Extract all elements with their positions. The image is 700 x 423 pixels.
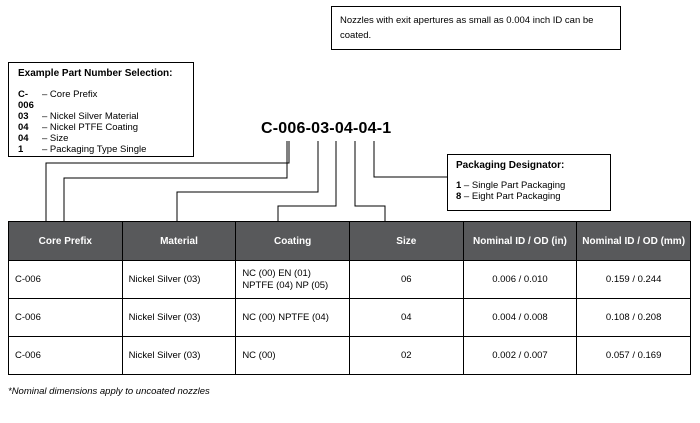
cell-size: 06 — [349, 261, 463, 299]
example-row — [18, 89, 184, 111]
example-part-number-box — [8, 62, 194, 157]
packaging-desc: – Single Part Packaging — [461, 180, 566, 191]
example-desc: – Nickel PTFE Coating — [42, 122, 139, 133]
cell-core-prefix: C-006 — [9, 299, 123, 337]
note-box — [331, 6, 621, 50]
packaging-code: 8 — [456, 191, 462, 202]
part-number: C-006-03-04-04-1 — [261, 120, 392, 137]
cell-nominal-in: 0.004 / 0.008 — [463, 299, 577, 337]
packaging-designator-box — [447, 154, 611, 211]
cell-core-prefix: C-006 — [9, 337, 123, 375]
example-desc: – Packaging Type Single — [42, 144, 147, 155]
coating-line: NC (00) EN (01) — [242, 267, 311, 279]
cell-size: 04 — [349, 299, 463, 337]
example-code: 04 — [18, 133, 29, 144]
coating-line: NPTFE (04) NP (05) — [242, 279, 329, 291]
header-coating: Coating — [236, 222, 350, 261]
packaging-code: 1 — [456, 180, 462, 191]
table-row — [9, 337, 691, 375]
cell-nominal-mm: 0.057 / 0.169 — [577, 337, 691, 375]
cell-coating — [236, 261, 350, 299]
example-code: 04 — [18, 122, 29, 133]
header-nominal-in: Nominal ID / OD (in) — [463, 222, 577, 261]
example-row — [18, 133, 184, 144]
example-code: 03 — [18, 111, 29, 122]
cell-material: Nickel Silver (03) — [122, 337, 236, 375]
cell-nominal-in: 0.002 / 0.007 — [463, 337, 577, 375]
table-row — [9, 261, 691, 299]
table-header-row — [9, 222, 691, 261]
example-title: Example Part Number Selection: — [18, 68, 173, 79]
cell-nominal-in: 0.006 / 0.010 — [463, 261, 577, 299]
cell-coating: NC (00) NPTFE (04) — [236, 299, 350, 337]
cell-nominal-mm: 0.159 / 0.244 — [577, 261, 691, 299]
header-nominal-mm: Nominal ID / OD (mm) — [577, 222, 691, 261]
header-material: Material — [122, 222, 236, 261]
example-desc: – Core Prefix — [42, 89, 98, 100]
example-row — [18, 111, 184, 122]
example-code: 1 — [18, 144, 24, 155]
table-row — [9, 299, 691, 337]
header-size: Size — [349, 222, 463, 261]
cell-material: Nickel Silver (03) — [122, 299, 236, 337]
cell-nominal-mm: 0.108 / 0.208 — [577, 299, 691, 337]
packaging-title: Packaging Designator: — [456, 160, 565, 171]
packaging-row — [456, 180, 602, 191]
example-row — [18, 122, 184, 133]
cell-core-prefix: C-006 — [9, 261, 123, 299]
example-code: C-006 — [18, 89, 34, 111]
footnote: *Nominal dimensions apply to uncoated nozzles — [8, 386, 210, 397]
example-row — [18, 144, 184, 155]
note-text: Nozzles with exit apertures as small as 0.004 inch ID can be coated. — [340, 15, 594, 41]
example-desc: – Nickel Silver Material — [42, 111, 139, 122]
header-core-prefix: Core Prefix — [9, 222, 123, 261]
packaging-row — [456, 191, 602, 202]
example-desc: – Size — [42, 133, 69, 144]
nozzle-spec-table — [8, 221, 691, 375]
cell-coating: NC (00) — [236, 337, 350, 375]
packaging-desc: – Eight Part Packaging — [461, 191, 561, 202]
cell-material: Nickel Silver (03) — [122, 261, 236, 299]
cell-size: 02 — [349, 337, 463, 375]
